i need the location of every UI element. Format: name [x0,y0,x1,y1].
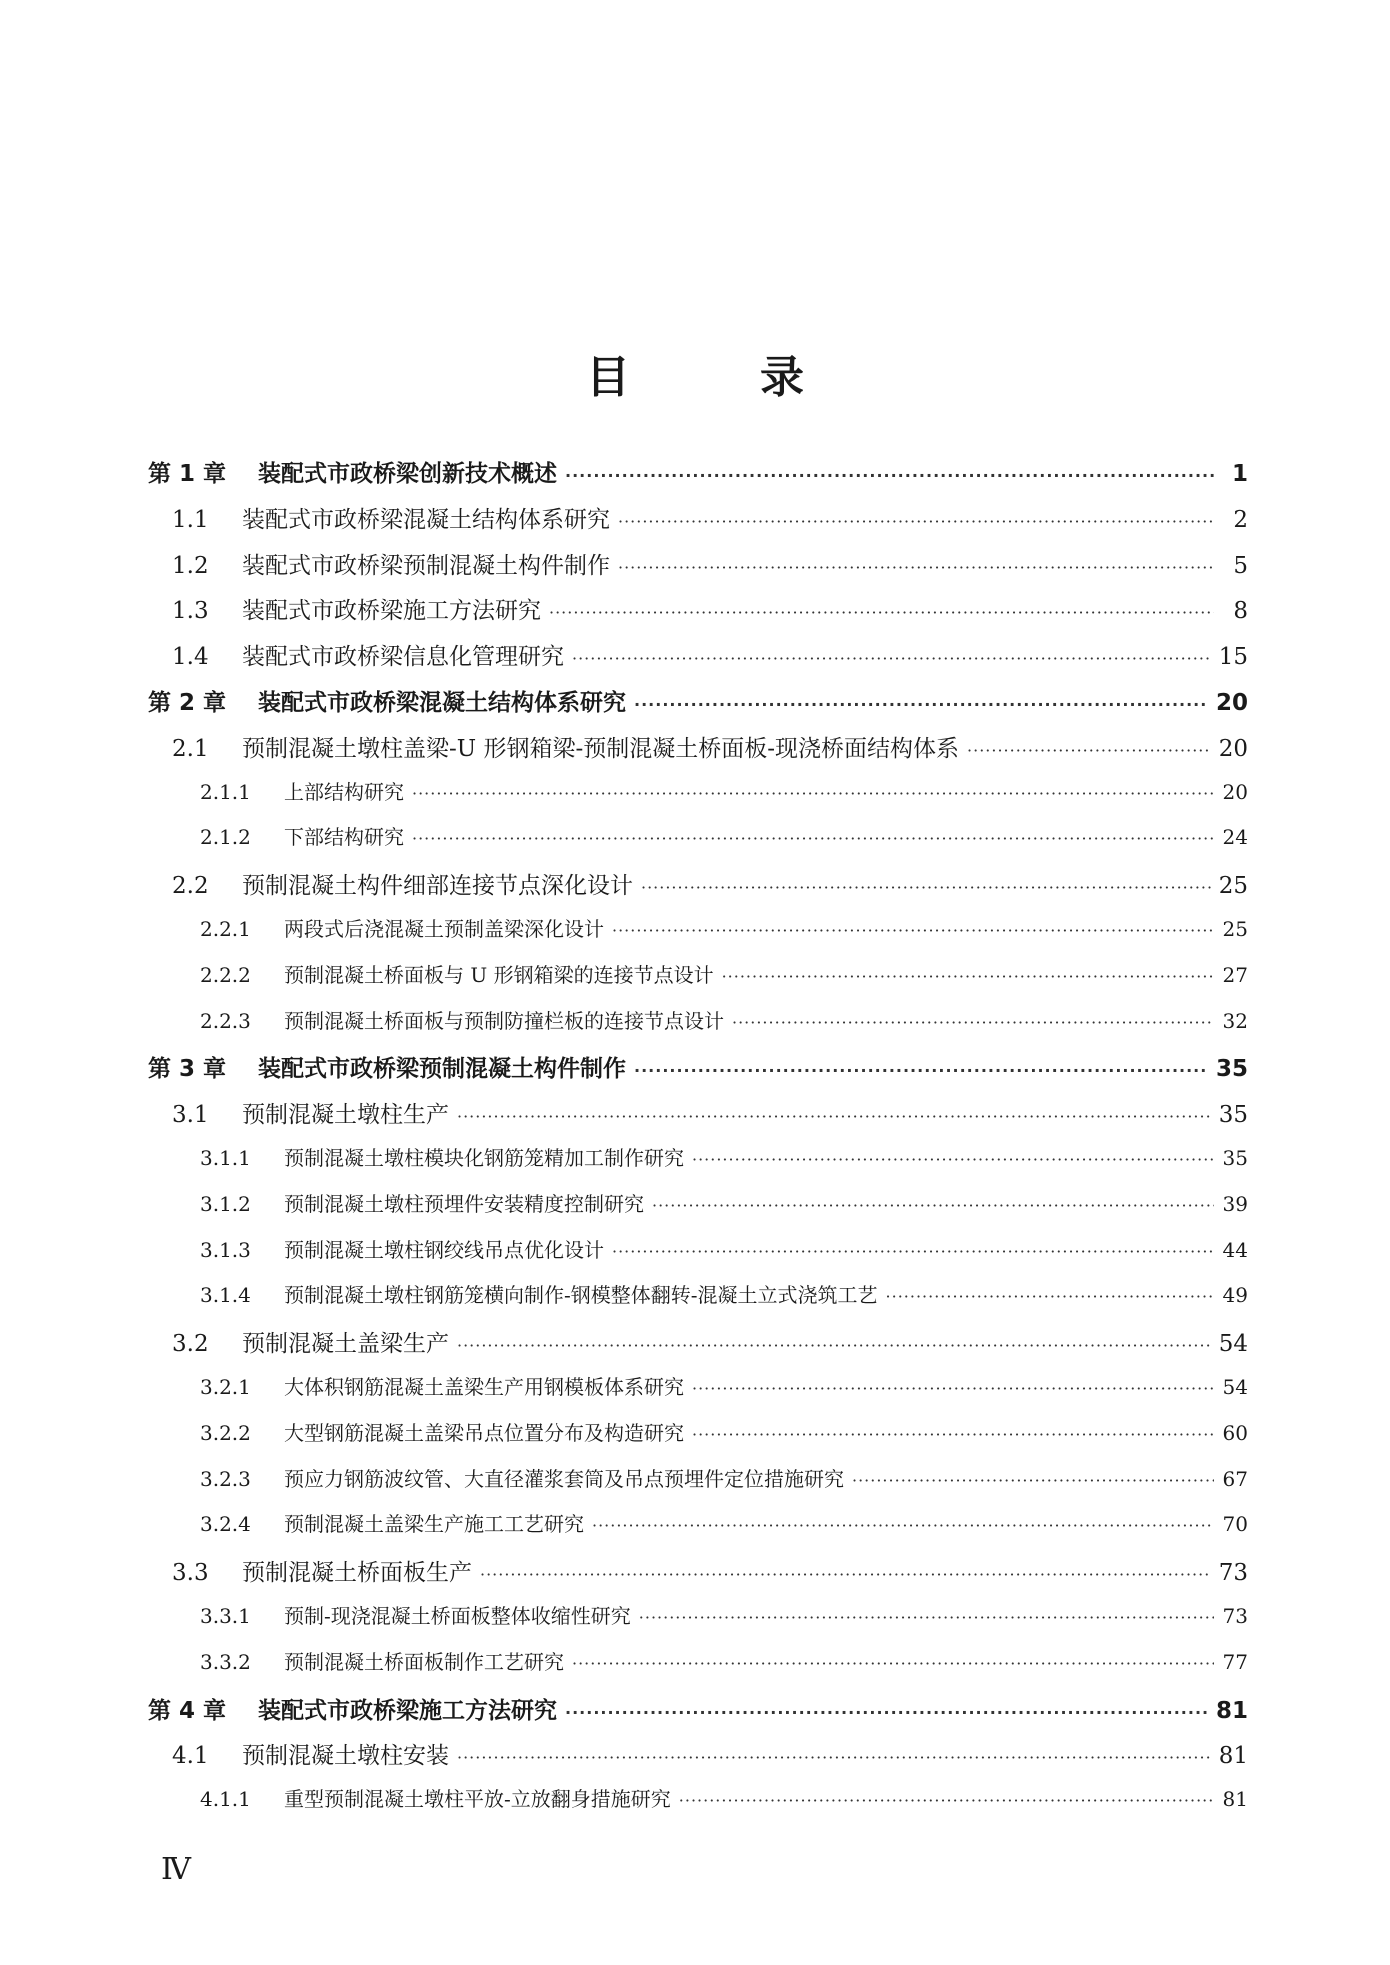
toc-entry-title: 预制混凝土桥面板与 U 形钢箱梁的连接节点设计 [284,962,714,987]
toc-entry[interactable] [148,1142,1248,1188]
toc-entry[interactable] [148,1234,1248,1280]
toc-entry-title: 预制混凝土墩柱钢筋笼横向制作-钢模整体翻转-混凝土立式浇筑工艺 [284,1283,878,1308]
toc-entry[interactable] [148,1096,1248,1142]
toc-entry-page: 15 [1218,644,1248,671]
toc-entry-title: 预制混凝土盖梁生产施工工艺研究 [284,1512,584,1537]
toc-entry-number: 4.1.1 [200,1787,251,1812]
toc-entry-title: 预制混凝土盖梁生产 [242,1331,449,1358]
toc-entry-number: 第 3 章 [148,1056,227,1083]
toc-entry-number: 2.2 [172,873,209,900]
toc-entry-title: 预制混凝土桥面板与预制防撞栏板的连接节点设计 [284,1008,724,1033]
toc-entry-number: 1.1 [172,506,209,533]
toc-entry[interactable] [148,730,1248,776]
toc-entry-page: 81 [1215,1697,1248,1724]
toc-entry-page: 35 [1218,1102,1248,1129]
toc-leader-dots [692,1150,1214,1169]
toc-entry[interactable] [148,1188,1248,1234]
toc-entry-number: 3.3.1 [200,1603,251,1628]
toc-entry-page: 25 [1218,873,1248,900]
toc-entry[interactable] [148,1050,1248,1096]
toc-leader-dots [612,1242,1214,1261]
toc-entry[interactable] [148,1600,1248,1646]
toc-entry-number: 3.1.3 [200,1237,251,1262]
toc-entry-page: 20 [1215,689,1248,716]
toc-entry-page: 81 [1218,1743,1248,1770]
toc-entry-page: 1 [1231,461,1248,487]
toc-leader-dots [679,1791,1214,1810]
toc-entry-title: 预制-现浇混凝土桥面板整体收缩性研究 [284,1603,631,1628]
toc-entry-number: 3.1.4 [200,1283,251,1308]
toc-entry-page: 39 [1222,1191,1248,1216]
toc-entry-title: 下部结构研究 [284,825,404,850]
toc-entry-title: 预制混凝土墩柱钢绞线吊点优化设计 [284,1237,604,1262]
toc-entry-number: 2.1 [172,735,209,762]
toc-entry-number: 2.2.3 [200,1008,251,1033]
toc-entry-page: 73 [1222,1603,1248,1628]
toc-leader-dots [572,649,1211,668]
toc-entry[interactable] [148,684,1248,730]
toc-entry-number: 3.2.4 [200,1512,251,1537]
toc-leader-dots [852,1471,1214,1490]
toc-entry-title: 预制混凝土墩柱盖梁-U 形钢箱梁-预制混凝土桥面板-现浇桥面结构体系 [242,735,960,762]
toc-leader-dots [549,603,1214,622]
toc-entry-page: 2 [1233,506,1248,533]
toc-entry-page: 54 [1218,1331,1248,1358]
toc-entry-title: 装配式市政桥梁混凝土结构体系研究 [258,689,626,716]
toc-entry-number: 1.4 [172,644,209,671]
toc-entry-title: 装配式市政桥梁预制混凝土构件制作 [258,1056,626,1083]
toc-leader-dots [618,512,1214,531]
toc-entry-number: 第 4 章 [148,1697,227,1724]
toc-entry[interactable] [148,913,1248,959]
toc-entry-number: 3.1.2 [200,1191,251,1216]
toc-entry-number: 1.3 [172,598,209,625]
toc-entry-title: 预制混凝土桥面板生产 [242,1560,472,1587]
table-of-contents [148,455,1248,1829]
toc-entry[interactable] [148,1325,1248,1371]
toc-leader-dots [652,1196,1214,1215]
toc-entry-title: 大型钢筋混凝土盖梁吊点位置分布及构造研究 [284,1420,684,1445]
toc-entry-page: 70 [1222,1512,1248,1537]
toc-entry-page: 44 [1222,1237,1248,1262]
toc-entry[interactable] [148,1371,1248,1417]
toc-entry-title: 装配式市政桥梁预制混凝土构件制作 [242,552,610,579]
toc-leader-dots [641,878,1211,897]
toc-entry-page: 35 [1222,1145,1248,1170]
toc-entry-page: 5 [1233,552,1248,579]
toc-entry[interactable] [148,959,1248,1005]
toc-leader-dots [634,695,1208,714]
toc-entry-page: 81 [1222,1787,1248,1812]
toc-entry-title: 预制混凝土墩柱安装 [242,1743,449,1770]
toc-entry[interactable] [148,1692,1248,1738]
toc-entry-title: 预制混凝土墩柱生产 [242,1102,449,1129]
toc-entry[interactable] [148,1005,1248,1051]
toc-entry-page: 67 [1222,1466,1248,1491]
toc-entry-title: 大体积钢筋混凝土盖梁生产用钢模板体系研究 [284,1374,684,1399]
toc-entry-number: 2.1.1 [200,779,251,804]
toc-leader-dots [732,1013,1214,1032]
page-title: 目录 [586,352,934,404]
toc-entry-title: 预制混凝土墩柱模块化钢筋笼精加工制作研究 [284,1145,684,1170]
toc-entry-title: 重型预制混凝土墩柱平放-立放翻身措施研究 [284,1787,671,1812]
toc-entry-page: 73 [1218,1560,1248,1587]
toc-entry-page: 49 [1222,1283,1248,1308]
toc-leader-dots [692,1379,1214,1398]
toc-entry-page: 60 [1222,1420,1248,1445]
toc-entry-page: 20 [1222,779,1248,804]
toc-entry-title: 预应力钢筋波纹管、大直径灌浆套筒及吊点预埋件定位措施研究 [284,1466,844,1491]
toc-entry-page: 24 [1222,825,1248,850]
toc-entry-title: 装配式市政桥梁混凝土结构体系研究 [242,506,610,533]
toc-entry-number: 4.1 [172,1743,209,1770]
toc-entry-number: 3.3.2 [200,1649,251,1674]
toc-entry-title: 两段式后浇混凝土预制盖梁深化设计 [284,916,604,941]
toc-leader-dots [565,1703,1208,1722]
toc-entry[interactable] [148,455,1248,501]
toc-entry-title: 装配式市政桥梁施工方法研究 [242,598,541,625]
toc-entry-number: 2.1.2 [200,825,251,850]
toc-entry-title: 装配式市政桥梁创新技术概述 [258,461,557,487]
toc-entry-page: 77 [1222,1649,1248,1674]
toc-leader-dots [639,1608,1214,1627]
toc-leader-dots [565,466,1214,485]
toc-entry-title: 装配式市政桥梁施工方法研究 [258,1697,557,1724]
toc-entry[interactable] [148,776,1248,822]
toc-entry[interactable] [148,1783,1248,1829]
toc-entry-title: 预制混凝土桥面板制作工艺研究 [284,1649,564,1674]
toc-leader-dots [634,1061,1208,1080]
toc-entry-number: 3.2.2 [200,1420,251,1445]
toc-entry-page: 27 [1222,962,1248,987]
toc-leader-dots [480,1565,1211,1584]
page-number: Ⅳ [161,1852,191,1887]
toc-entry-number: 3.2 [172,1331,209,1358]
toc-entry[interactable] [148,592,1248,638]
toc-entry-title: 预制混凝土构件细部连接节点深化设计 [242,873,633,900]
toc-entry[interactable] [148,638,1248,684]
toc-leader-dots [457,1107,1211,1126]
toc-entry[interactable] [148,1279,1248,1325]
toc-entry-page: 32 [1222,1008,1248,1033]
toc-entry-number: 2.2.2 [200,962,251,987]
toc-entry-number: 2.2.1 [200,916,251,941]
toc-leader-dots [886,1287,1214,1306]
toc-entry[interactable] [148,1417,1248,1463]
toc-entry-number: 3.3 [172,1560,209,1587]
toc-leader-dots [592,1516,1214,1535]
toc-leader-dots [967,741,1211,760]
toc-entry[interactable] [148,501,1248,547]
toc-entry-page: 20 [1218,735,1248,762]
toc-entry-number: 3.1 [172,1102,209,1129]
toc-entry-page: 35 [1215,1056,1248,1083]
toc-leader-dots [612,921,1214,940]
toc-leader-dots [692,1425,1214,1444]
toc-leader-dots [412,829,1214,848]
toc-leader-dots [412,784,1214,803]
toc-entry-number: 3.2.3 [200,1466,251,1491]
toc-entry-number: 1.2 [172,552,209,579]
toc-leader-dots [618,558,1214,577]
toc-entry[interactable] [148,821,1248,867]
toc-entry-title: 预制混凝土墩柱预埋件安装精度控制研究 [284,1191,644,1216]
toc-entry-page: 8 [1233,598,1248,625]
toc-leader-dots [457,1336,1211,1355]
toc-leader-dots [572,1654,1214,1673]
toc-entry-number: 第 1 章 [148,461,227,487]
toc-entry[interactable] [148,1508,1248,1554]
toc-entry[interactable] [148,1463,1248,1509]
toc-entry[interactable] [148,867,1248,913]
toc-entry-number: 3.2.1 [200,1374,251,1399]
toc-leader-dots [722,967,1214,986]
toc-entry-page: 25 [1222,916,1248,941]
toc-entry-number: 第 2 章 [148,689,227,716]
toc-leader-dots [457,1748,1211,1767]
toc-entry[interactable] [148,547,1248,593]
toc-entry-title: 上部结构研究 [284,779,404,804]
toc-entry[interactable] [148,1646,1248,1692]
toc-entry-number: 3.1.1 [200,1145,251,1170]
toc-entry[interactable] [148,1554,1248,1600]
toc-entry-page: 54 [1222,1374,1248,1399]
toc-entry-title: 装配式市政桥梁信息化管理研究 [242,644,564,671]
toc-entry[interactable] [148,1737,1248,1783]
